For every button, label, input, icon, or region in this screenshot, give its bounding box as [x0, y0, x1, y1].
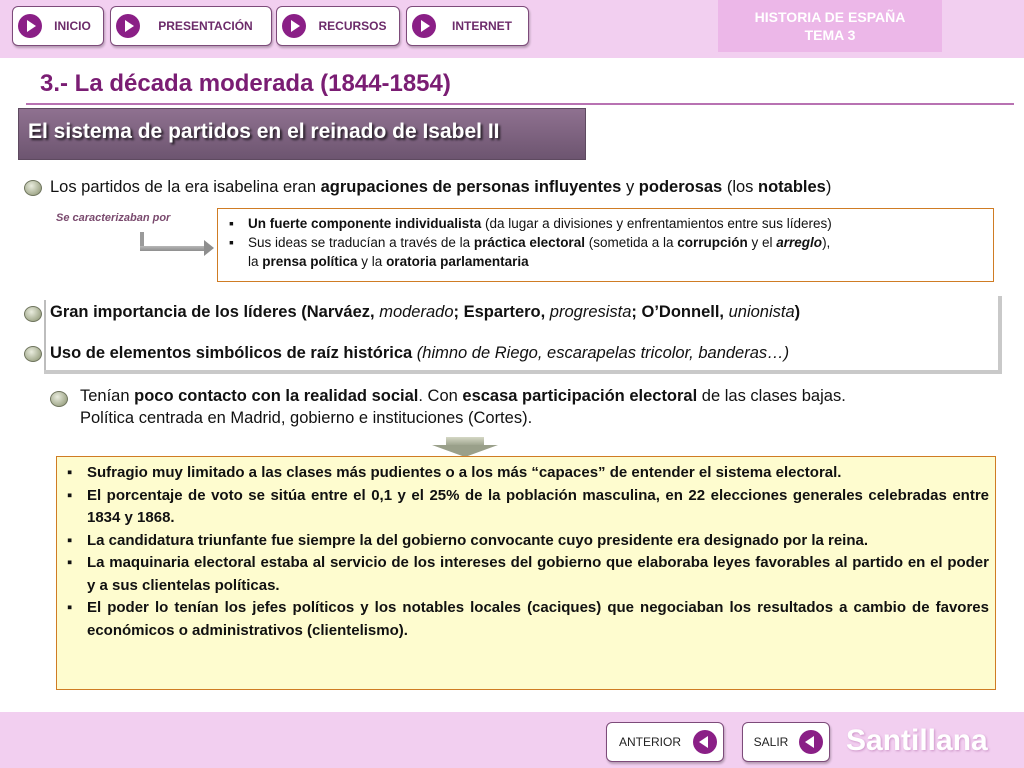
point-1-text [50, 176, 831, 198]
round-bullet-icon [50, 391, 68, 407]
list-item [248, 214, 993, 233]
nav-button-label: RECURSOS [318, 19, 387, 33]
course-title-box [718, 0, 942, 52]
nav-button-presentacion[interactable] [110, 6, 272, 46]
text-run: y el [747, 235, 777, 250]
subtitle-banner [18, 108, 586, 160]
box-left-edge [44, 300, 46, 370]
text-bold: Gran importancia de los líderes (Narváez, [50, 303, 380, 321]
text-italic: moderado [379, 303, 454, 321]
text-bold-italic: arreglo [776, 235, 823, 250]
text-bold: Uso de elementos simbólicos de raíz histórica [50, 344, 417, 362]
round-bullet-icon [24, 306, 42, 322]
text-bold: notables [758, 178, 826, 196]
play-arrow-icon [412, 14, 436, 38]
section-divider [26, 103, 1014, 105]
text-run: Los partidos de la era isabelina eran [50, 178, 321, 196]
text-run: ) [825, 178, 832, 196]
play-arrow-icon [282, 14, 306, 38]
electoral-system-box [56, 456, 996, 690]
text-bold: poderosas [638, 178, 723, 196]
text-bold: Un fuerte componente individualista [248, 216, 482, 231]
section-title: 3.- La década moderada (1844-1854) [40, 70, 451, 97]
round-bullet-icon [24, 346, 42, 362]
text-run: (los [722, 178, 758, 196]
exit-button-label: SALIR [753, 735, 789, 749]
text-italic: unionista [728, 303, 795, 321]
text-run: y [621, 178, 639, 196]
point-3-text [50, 342, 789, 364]
text-bold: prensa política [262, 254, 358, 269]
nav-button-internet[interactable] [406, 6, 529, 46]
back-arrow-icon [799, 730, 823, 754]
text-run: y la [357, 254, 387, 269]
text-bold: ; Espartero, [453, 303, 550, 321]
exit-button[interactable] [742, 722, 830, 762]
list-item: ▪ Sufragio muy limitado a las clases más pudientes o a los más “capaces” de entender el sistema electoral. [87, 462, 989, 485]
course-title: HISTORIA DE ESPAÑA [754, 9, 906, 25]
text-run: (sometida a la [584, 235, 678, 250]
publisher-logo: Santillana [846, 724, 988, 757]
point-2-text [50, 301, 800, 323]
course-topic: TEMA 3 [804, 27, 856, 43]
list-item: ▪ El porcentaje de voto se sitúa entre el 0,1 y el 25% de la población masculina, en 22 elecciones generales celebradas entre 1834 y 1868. [87, 485, 989, 530]
connector-arrow-icon [204, 240, 214, 256]
previous-button-label: ANTERIOR [618, 735, 681, 749]
text-run: la [248, 254, 263, 269]
text-run: Tenían [80, 387, 135, 405]
text-bold: ; O’Donnell, [631, 303, 729, 321]
text-run: (da lugar a divisiones y enfrentamientos entre sus líderes) [481, 216, 832, 231]
nav-button-recursos[interactable] [276, 6, 400, 46]
text-run: . Con [418, 387, 463, 405]
back-arrow-icon [693, 730, 717, 754]
text-bold: agrupaciones de personas influyentes [320, 178, 622, 196]
characterized-by-label: Se caracterizaban por [56, 212, 171, 224]
characteristics-box [217, 208, 994, 282]
play-arrow-icon [18, 14, 42, 38]
nav-button-label: INTERNET [452, 19, 512, 33]
text-run: ), [822, 235, 831, 250]
text-bold: oratoria parlamentaria [386, 254, 529, 269]
nav-button-label: INICIO [54, 19, 91, 33]
round-bullet-icon [24, 180, 42, 196]
text-run: Sus ideas se traducían a través de la [248, 235, 474, 250]
list-item [248, 233, 993, 271]
list-item: ▪ La maquinaria electoral estaba al servicio de los intereses del gobierno que elaboraba leyes favorables al partido en el poder y a sus clientelas políticas. [87, 552, 989, 597]
text-bold: corrupción [677, 235, 748, 250]
nav-button-inicio[interactable] [12, 6, 104, 46]
text-bold: escasa participación electoral [462, 387, 698, 405]
point-4-text [80, 385, 846, 429]
text-run: Política centrada en Madrid, gobierno e instituciones (Cortes). [80, 409, 533, 427]
text-run: de las clases bajas. [697, 387, 846, 405]
connector-arrow-shaft [140, 246, 206, 251]
text-bold: ) [794, 303, 801, 321]
text-italic: progresista [549, 303, 632, 321]
text-bold: práctica electoral [473, 235, 585, 250]
previous-button[interactable] [606, 722, 724, 762]
subtitle-text: El sistema de partidos en el reinado de Isabel II [28, 120, 500, 143]
list-item: ▪ El poder lo tenían los jefes políticos y los notables locales (caciques) que negociaban los resultados a cambio de favores económicos o administrativos (clientelismo). [87, 597, 989, 642]
nav-button-label: PRESENTACIÓN [158, 19, 253, 33]
list-item: ▪ La candidatura triunfante fue siempre la del gobierno convocante cuyo presidente era designado por la reina. [87, 530, 989, 553]
text-italic: (himno de Riego, escarapelas tricolor, banderas…) [416, 344, 790, 362]
text-bold: poco contacto con la realidad social [134, 387, 419, 405]
play-arrow-icon [116, 14, 140, 38]
